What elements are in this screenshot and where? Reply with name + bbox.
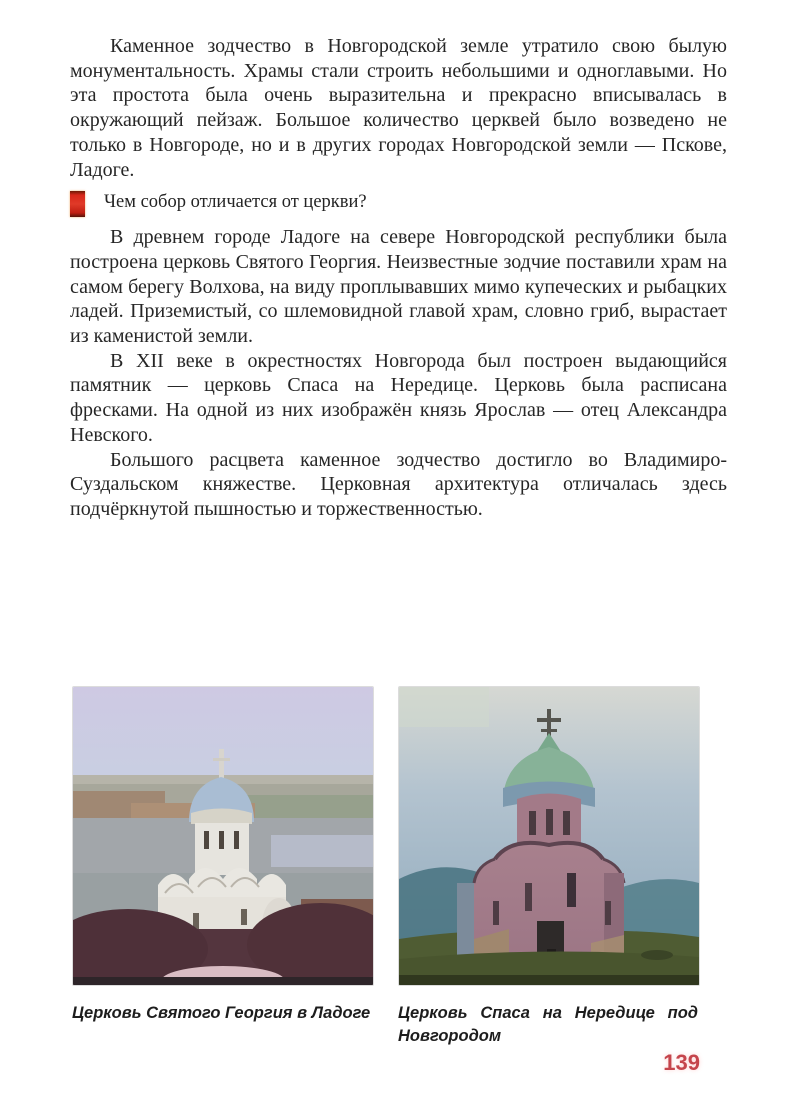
body-paragraph: Каменное зодчество в Новгородской земле утратило свою былую монументальность. Храмы стали строить небольшими и одноглавыми. Но эта простота была очень выразительна и прекрасно вписывалась в окружающий пейзаж. Большое количество церквей было возведено не только в Новгороде, но и в других городах Новгородской земли — Пскове, Ладоге. <box>70 35 727 181</box>
page-number: 139 <box>663 1050 700 1075</box>
question-row <box>70 190 727 217</box>
figure-st-george <box>72 686 372 1047</box>
figure-caption: Церковь Святого Георгия в Ладоге <box>72 1004 371 1022</box>
body-text <box>70 34 727 522</box>
figure-caption: Церковь Спаса на Нередице под Новгородом <box>398 1004 698 1045</box>
figures-row <box>72 686 698 1047</box>
body-paragraph: В древнем городе Ладоге на севере Новгородской республики была построена церковь Святого Георгия. Неизвестные зодчие поставили храм на самом берегу Волхова, на виду проплывавших мимо купеческих и рыбацких ладей. Приземистый, со шлемовидной главой храм, словно гриб, вырастает из каменистой земли. <box>70 226 727 348</box>
photo-church-spas-nereditsa <box>398 686 700 986</box>
body-paragraph: В XII веке в окрестностях Новгорода был построен выдающийся памятник — церковь Спаса на Нередице. Церковь была расписана фресками. На одной из них изображён князь Ярослав — отец Александра Невского. <box>70 349 727 446</box>
question-marker-icon <box>70 191 85 217</box>
figure-spas-nereditsa <box>398 686 698 1047</box>
photo-church-st-george-ladoga <box>72 686 374 986</box>
question-text: Чем собор отличается от церкви? <box>104 192 367 213</box>
body-paragraph: Большого расцвета каменное зодчество достигло во Владимиро-Суздальском княжестве. Церковная архитектура отличалась здесь подчёркнутой пышностью и торжественностью. <box>70 448 727 520</box>
